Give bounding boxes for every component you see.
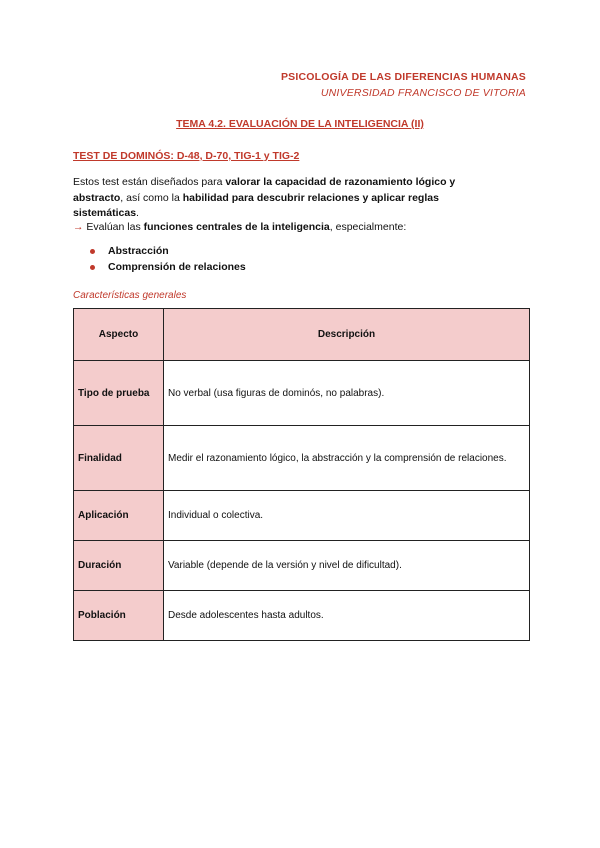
functions-bold: funciones centrales de la inteligencia <box>143 221 330 233</box>
bullet-icon <box>90 265 95 270</box>
list-item <box>73 244 246 260</box>
header-aspect: Aspecto <box>74 309 164 361</box>
table-row <box>74 591 530 641</box>
intro-text-1: Estos test están diseñados para <box>73 176 226 188</box>
bullet-list <box>73 244 246 275</box>
table-row <box>74 426 530 491</box>
bullet-icon <box>90 249 95 254</box>
aspect-cell: Aplicación <box>74 491 164 541</box>
intro-bold-1: valorar la capacidad de razonamiento lógico y abstracto <box>73 176 456 204</box>
description-cell: Desde adolescentes hasta adultos. <box>164 591 530 641</box>
header-description: Descripción <box>164 309 530 361</box>
functions-text-1: Evalúan las <box>83 221 144 233</box>
university-name: UNIVERSIDAD FRANCISCO DE VITORIA <box>320 87 526 99</box>
table-header-row <box>74 309 530 361</box>
table-row <box>74 541 530 591</box>
arrow-icon: → <box>73 221 84 233</box>
table-row <box>74 361 530 426</box>
aspect-cell: Duración <box>74 541 164 591</box>
description-cell: Individual o colectiva. <box>164 491 530 541</box>
intro-paragraph <box>73 175 463 222</box>
description-cell: No verbal (usa figuras de dominós, no palabras). <box>164 361 530 426</box>
description-cell: Medir el razonamiento lógico, la abstracción y la comprensión de relaciones. <box>164 426 530 491</box>
aspect-cell: Finalidad <box>74 426 164 491</box>
list-item-label: Comprensión de relaciones <box>108 260 246 273</box>
list-item <box>73 260 246 276</box>
list-item-label: Abstracción <box>108 245 169 257</box>
aspect-cell: Tipo de prueba <box>74 361 164 426</box>
intro-text-3: . <box>136 207 139 219</box>
topic-title: TEMA 4.2. EVALUACIÓN DE LA INTELIGENCIA (II) <box>176 118 424 130</box>
section-title: TEST DE DOMINÓS: D-48, D-70, TIG-1 y TIG-2 <box>73 150 300 162</box>
description-cell: Variable (depende de la versión y nivel de dificultad). <box>164 541 530 591</box>
characteristics-table <box>73 308 530 641</box>
functions-text-2: , especialmente: <box>329 221 407 233</box>
course-title: PSICOLOGÍA DE LAS DIFERENCIAS HUMANAS <box>280 71 526 83</box>
intro-text-2: , así como la <box>120 191 183 204</box>
aspect-cell: Población <box>74 591 164 641</box>
table-caption: Características generales <box>73 290 187 301</box>
functions-line <box>73 221 406 233</box>
intro-bold-2: habilidad para descubrir relaciones y aplicar reglas sistemáticas <box>73 191 439 219</box>
table-row <box>74 491 530 541</box>
